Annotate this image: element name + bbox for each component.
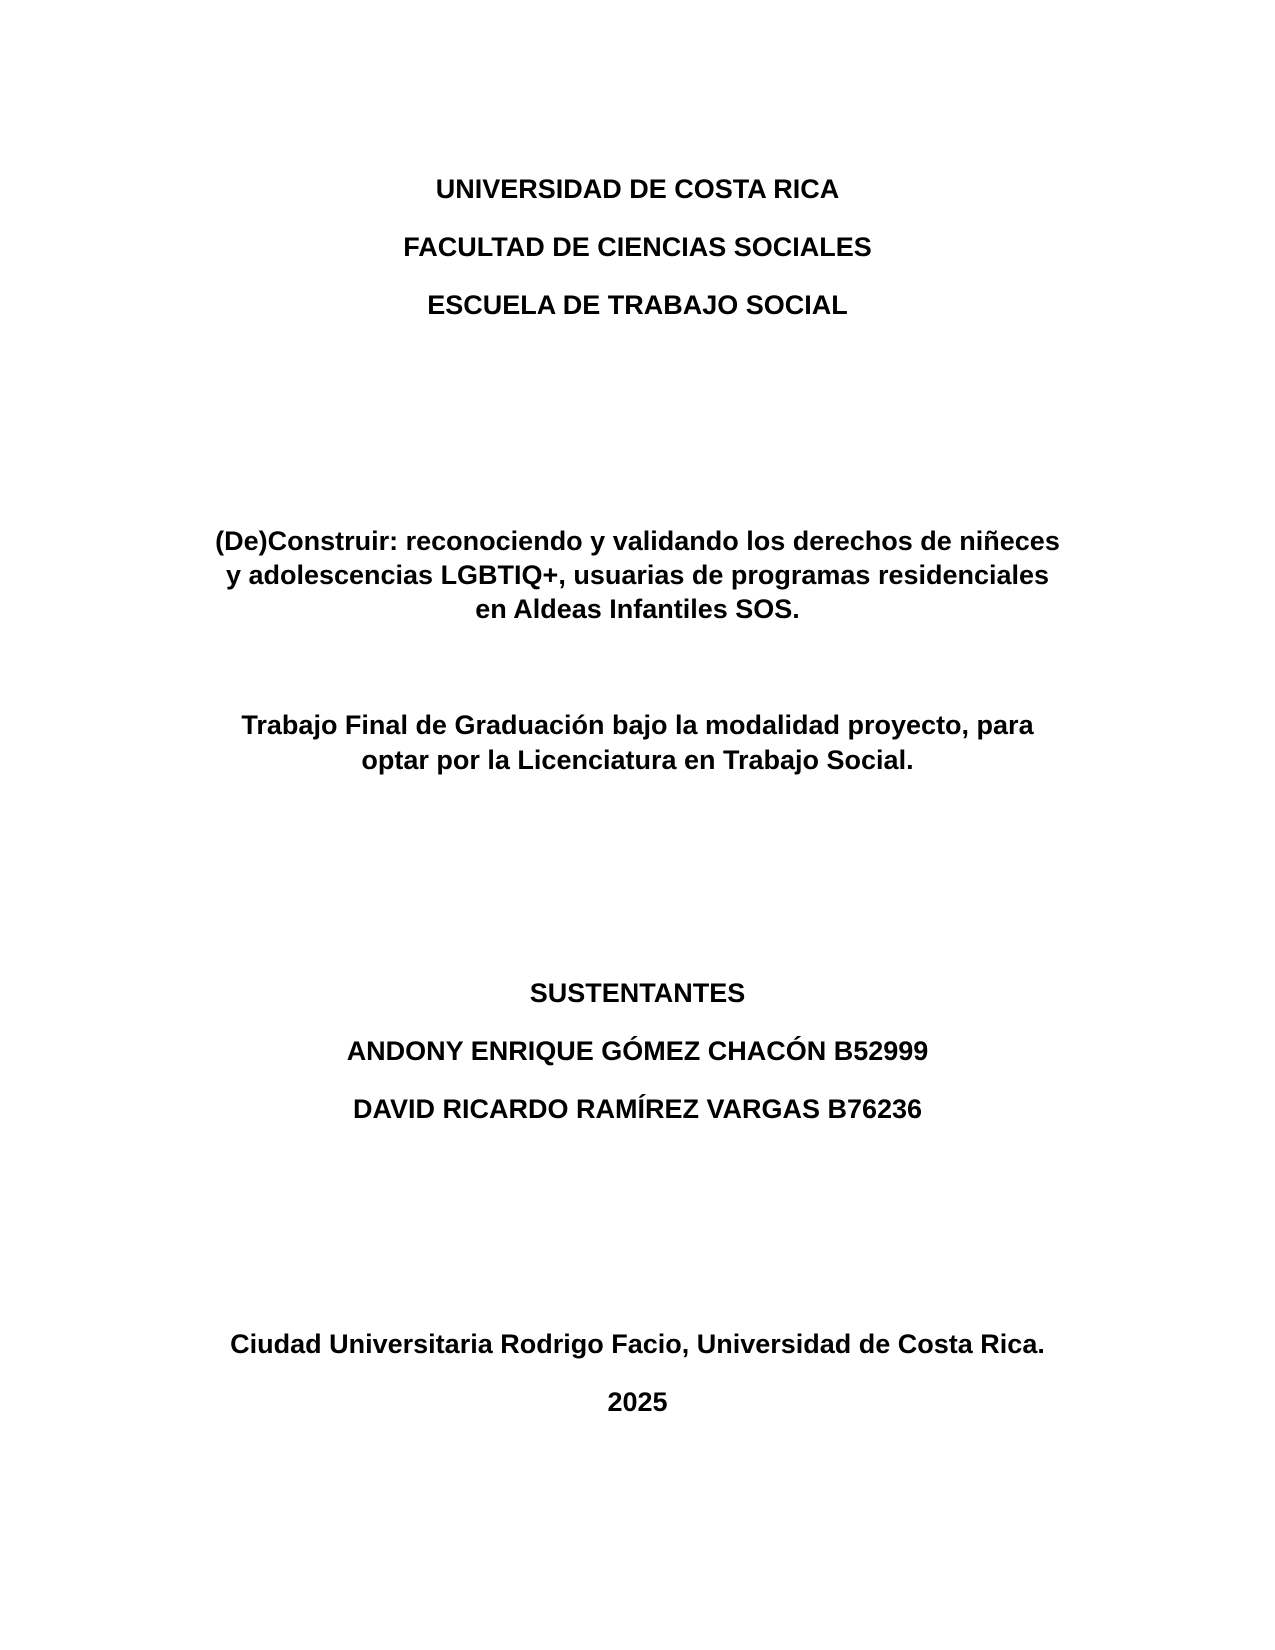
authors-heading: SUSTENTANTES [529, 978, 746, 1008]
thesis-title-line: y adolescencias LGBTIQ+, usuarias de programas residenciales [225, 560, 1050, 590]
school-name: ESCUELA DE TRABAJO SOCIAL [427, 290, 848, 320]
faculty-name: FACULTAD DE CIENCIAS SOCIALES [403, 232, 872, 262]
year: 2025 [607, 1387, 668, 1417]
subtitle-line: optar por la Licenciatura en Trabajo Social. [361, 745, 914, 775]
thesis-title-line: en Aldeas Infantiles SOS. [475, 594, 800, 624]
author-name: ANDONY ENRIQUE GÓMEZ CHACÓN B52999 [346, 1036, 929, 1066]
author-name: DAVID RICARDO RAMÍREZ VARGAS B76236 [352, 1094, 923, 1124]
university-name: UNIVERSIDAD DE COSTA RICA [435, 174, 840, 204]
location: Ciudad Universitaria Rodrigo Facio, Universidad de Costa Rica. [230, 1329, 1045, 1359]
thesis-title-line: (De)Construir: reconociendo y validando los derechos de niñeces [215, 526, 1060, 556]
subtitle-line: Trabajo Final de Graduación bajo la modalidad proyecto, para [241, 710, 1034, 740]
